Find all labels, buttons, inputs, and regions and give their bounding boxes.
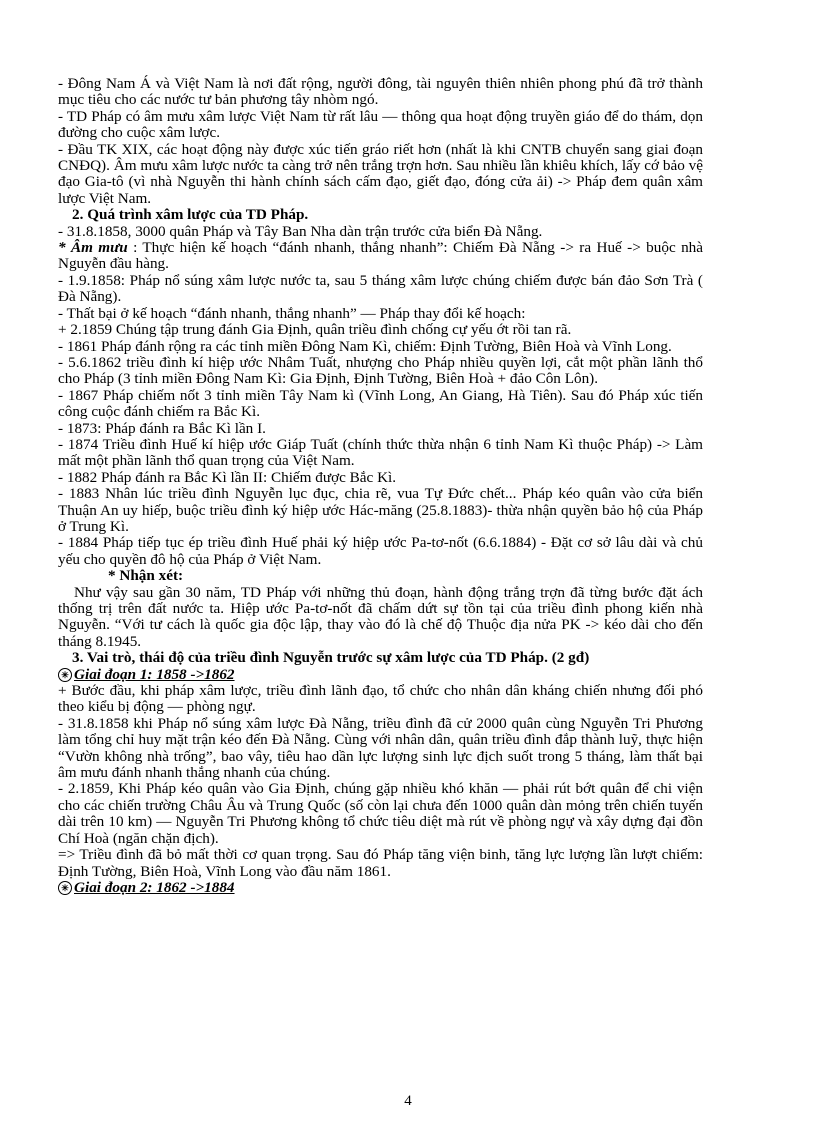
paragraph: + Bước đầu, khi pháp xâm lược, triều đình lãnh đạo, tổ chức cho nhân dân kháng chiến nhưng đối phó theo kiểu bị động — phòng ngự. [58,682,703,716]
section-heading-3: 3. Vai trò, thái độ của triều đình Nguyễn trước sự xâm lược của TD Pháp. (2 gđ) [72,649,590,667]
document-body [58,76,703,896]
paragraph: - 31.8.1858, 3000 quân Pháp và Tây Ban Nha dàn trận trước cửa biển Đà Nẵng. [58,222,543,240]
paragraph: - 1.9.1858: Pháp nổ súng xâm lược nước ta, sau 5 tháng xâm lược chúng chiếm được bán đảo Sơn Trà ( Đà Nẵng). [58,271,703,306]
paragraph: - 1873: Pháp đánh ra Bắc Kì lần I. [58,419,266,437]
am-muu-text: : Thực hiện kế hoạch “đánh nhanh, thắng nhanh”: Chiếm Đà Nẵng -> ra Huế -> buộc nhà Nguyễn đầu hàng. [58,239,703,273]
bullet-icon: ✳ [58,668,72,682]
phase-heading-2 [58,880,703,896]
paragraph: - 1883 Nhân lúc triều đình Nguyễn lục đục, chia rẽ, vua Tự Đức chết... Pháp kéo quân vào cửa biển Thuận An uy hiếp, buộc triều đình ký hiệp ước Hác-măng (25.8.1883)- thừa nhận quyền bảo hộ của Pháp ở Trung Kì. [58,485,703,535]
paragraph: - Đông Nam Á và Việt Nam là nơi đất rộng, người đông, tài nguyên thiên nhiên phong phú đã trở thành mục tiêu cho các nước tư bản phương tây nhòm ngó. [58,75,703,109]
paragraph: - 2.1859, Khi Pháp kéo quân vào Gia Định, chúng gặp nhiều khó khăn — phải rút bớt quân để chi viện cho các chiến trường Châu Âu và Trung Quốc (số còn lại chưa đến 1000 quân dàn mỏng trên chiến tuyến dài trên 10 km) — Nguyễn Tri Phương không tổ chức tiêu diệt mà rút về phòng ngự và xây dựng đại đồn Chí Hoà (ngăn chặn địch). [58,780,703,847]
paragraph: - 1861 Pháp đánh rộng ra các tỉnh miền Đông Nam Kì, chiếm: Định Tường, Biên Hoà và Vĩnh Long. [58,337,672,355]
paragraph: - 1874 Triều đình Huế kí hiệp ước Giáp Tuất (chính thức thừa nhận 6 tỉnh Nam Kì thuộc Pháp) -> Làm mất một phần lãnh thổ quan trọng của Việt Nam. [58,435,703,470]
phase-2-label: Giai đoạn 2: 1862 ->1884 [74,878,235,896]
section-heading-2: 2. Quá trình xâm lược của TD Pháp. [72,206,309,224]
page-number: 4 [404,1093,412,1109]
paragraph: - TD Pháp có âm mưu xâm lược Việt Nam từ rất lâu — thông qua hoạt động truyền giáo để do thám, dọn đường cho cuộc xâm lược. [58,107,703,142]
remark-paragraph: Như vậy sau gần 30 năm, TD Pháp với những thủ đoạn, hành động trắng trợn đã từng bước đặt ách thống trị trên đất nước ta. Hiệp ước Pa-tơ-nốt đã chấm dứt sự tồn tại của triều đình phong kiến nhà Nguyễn. “Với tư cách là quốc gia độc lập, thay vào đó là chế độ Thuộc địa nửa PK -> kéo dài cho đến tháng 8.1945. [58,583,703,650]
paragraph: => Triều đình đã bỏ mất thời cơ quan trọng. Sau đó Pháp tăng viện binh, tăng lực lượng lần lượt chiếm: Định Tường, Biên Hoà, Vĩnh Long vào đầu năm 1861. [58,846,703,880]
paragraph: - Thất bại ở kế hoạch “đánh nhanh, thắng nhanh” — Pháp thay đổi kế hoạch: [58,304,526,322]
remark-heading: * Nhận xét: [108,567,184,585]
phase-heading-1 [58,667,703,683]
paragraph: - 1867 Pháp chiếm nốt 3 tỉnh miền Tây Nam kì (Vĩnh Long, An Giang, Hà Tiên). Sau đó Pháp xúc tiến công cuộc đánh chiếm ra Bắc Kì. [58,386,703,421]
paragraph: - Đầu TK XIX, các hoạt động này được xúc tiến gráo riết hơn (nhất là khi CNTB chuyển sang giai đoạn CNĐQ). Âm mưu xâm lược nước ta càng trở nên trắng trợn hơn. Sau nhiều lần khiêu khích, lấy cớ bảo vệ đạo Gia-tô (vì nhà Nguyễn thi hành chính sách cấm đạo, giết đạo, đóng cửa ải) -> Pháp đem quân xâm lược Việt Nam. [58,140,703,207]
phase-1-label: Giai đoạn 1: 1858 ->1862 [74,665,235,683]
paragraph-am-muu [58,240,703,273]
paragraph: - 1882 Pháp đánh ra Bắc Kì lần II: Chiếm được Bắc Kì. [58,468,397,486]
paragraph: - 5.6.1862 triều đình kí hiệp ước Nhâm Tuất, nhượng cho Pháp nhiều quyền lợi, cắt một phần lãnh thổ cho Pháp (3 tỉnh miền Đông Nam Kì: Gia Định, Định Tường, Biên Hoà + đảo Côn Lôn). [58,353,703,388]
paragraph: - 31.8.1858 khi Pháp nổ súng xâm lược Đà Nẵng, triều đình đã cử 2000 quân cùng Nguyễn Tri Phương làm tổng chỉ huy mặt trận kéo đến Đà Nẵng. Cùng với nhân dân, quân triều đình đắp thành luỹ, thực hiện “Vườn không nhà trống”, bao vây, tiêu hao dần lực lượng sinh lực địch suốt trong 5 tháng, làm thất bại âm mưu đánh nhanh thắng nhanh của chúng. [58,714,703,782]
am-muu-label: * Âm mưu [58,239,128,257]
paragraph: - 1884 Pháp tiếp tục ép triều đình Huế phải ký hiệp ước Pa-tơ-nốt (6.6.1884) - Đặt cơ sở lâu dài và chủ yếu cho quyền đô hộ của Pháp ở Việt Nam. [58,534,703,568]
paragraph: + 2.1859 Chúng tập trung đánh Gia Định, quân triều đình chống cự yếu ớt rồi tan rã. [58,321,572,339]
bullet-icon: ✳ [58,881,72,895]
